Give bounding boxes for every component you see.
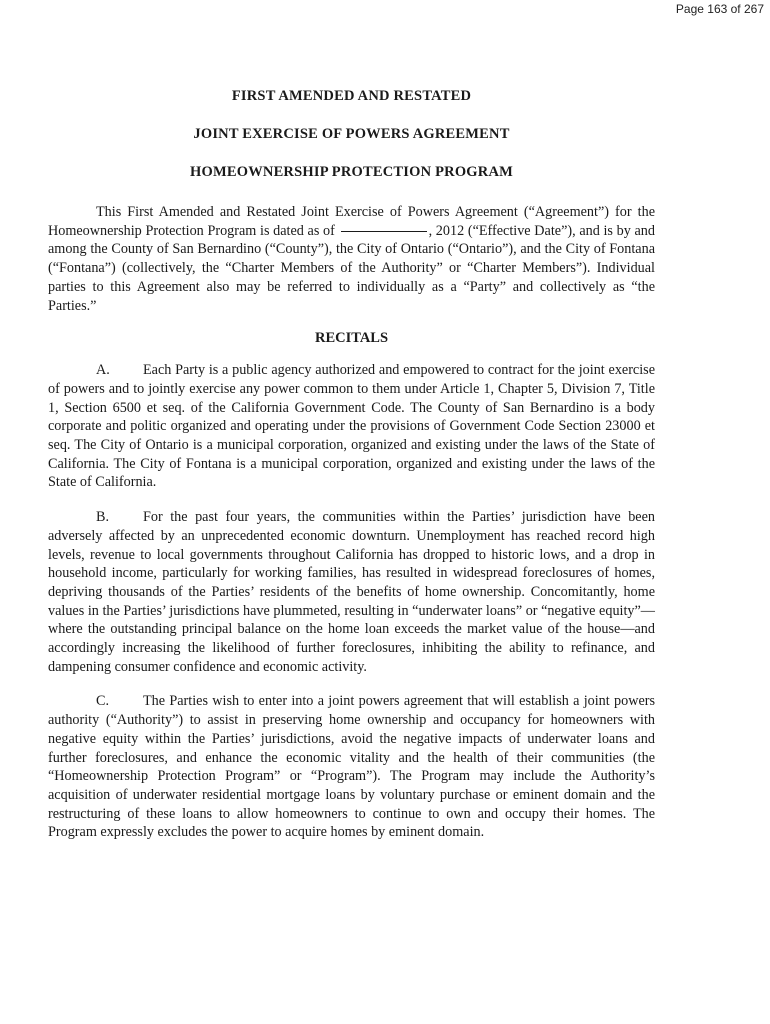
intro-text-before-blank: This First Amended and Restated Joint Exercise of Powers Agreement (“Agreement”) for the Homeownership Protection Program is dated as of	[48, 204, 655, 239]
intro-paragraph	[48, 203, 655, 315]
recital-text: For the past four years, the communities within the Parties’ jurisdiction have been adversely affected by an unprecedented economic downturn. Unemployment has reached record high levels, revenue to local governments throughout California has dropped to historic lows, and a drop in household income, particularly for working families, has resulted in widespread foreclosures of homes, depriving thousands of the Parties’ residents of the benefits of home ownership. Concomitantly, home values in the Parties’ jurisdictions have plummeted, resulting in “underwater loans” or “negative equity”—where the outstanding principal balance on the home loan exceeds the market value of the house—and accordingly increasing the likelihood of further foreclosures, inhibiting the ability to refinance, and dampening consumer confidence and economic activity.	[48, 509, 655, 675]
document-title-line-2: JOINT EXERCISE OF POWERS AGREEMENT	[193, 126, 510, 142]
recital-text: The Parties wish to enter into a joint powers agreement that will establish a joint powers authority (“Authority”) to assist in preserving home ownership and occupancy for homeowners with negative equity within the Parties’ jurisdictions, avoid the negative impacts of underwater loans and further foreclosures, and enhance the economic vitality and the health of their communities (the “Homeownership Protection Program” or “Program”). The Program may include the Authority’s acquisition of underwater residential mortgage loans by voluntary purchase or eminent domain and the restructuring of these loans to allow homeowners to continue to own and occupy their homes. The Program expressly excludes the power to acquire homes by eminent domain.	[48, 693, 655, 841]
document-title-line-3: HOMEOWNERSHIP PROTECTION PROGRAM	[190, 164, 513, 180]
recital-label: C.	[96, 693, 110, 710]
page-number: Page 163 of 267	[675, 2, 764, 16]
recital-text: Each Party is a public agency authorized and empowered to contract for the joint exercise of powers and to jointly exercise any power common to them under Article 1, Chapter 5, Division 7, Title 1, Section 6500 et seq. of the California Government Code. The County of San Bernardino is a body corporate and politic organized and operating under the provisions of Government Code Section 23000 et seq. The City of Ontario is a municipal corporation, organized and existing under the laws of the State of California. The City of Fontana is a municipal corporation, organized and existing under the laws of the State of California.	[48, 362, 655, 491]
recitals-list	[48, 361, 655, 842]
recital-a	[48, 361, 655, 492]
recital-c	[48, 692, 655, 842]
date-blank-line	[341, 230, 427, 232]
recital-b	[48, 508, 655, 676]
document-body	[48, 88, 655, 842]
intro-text-after-blank: , 2012 (“Effective Date”), and is by and among the County of San Bernardino (“County”), the City of Ontario (“Ontario”), and the City of Fontana (“Fontana”) (collectively, the “Charter Members of the Authority” or “Charter Members”). Individual parties to this Agreement also may be referred to individually as a “Party” and collectively as “the Parties.”	[48, 222, 655, 314]
recital-label: B.	[96, 509, 110, 526]
recital-label: A.	[96, 362, 110, 379]
recitals-heading: RECITALS	[314, 330, 389, 347]
document-title-line-1: FIRST AMENDED AND RESTATED	[231, 88, 472, 104]
